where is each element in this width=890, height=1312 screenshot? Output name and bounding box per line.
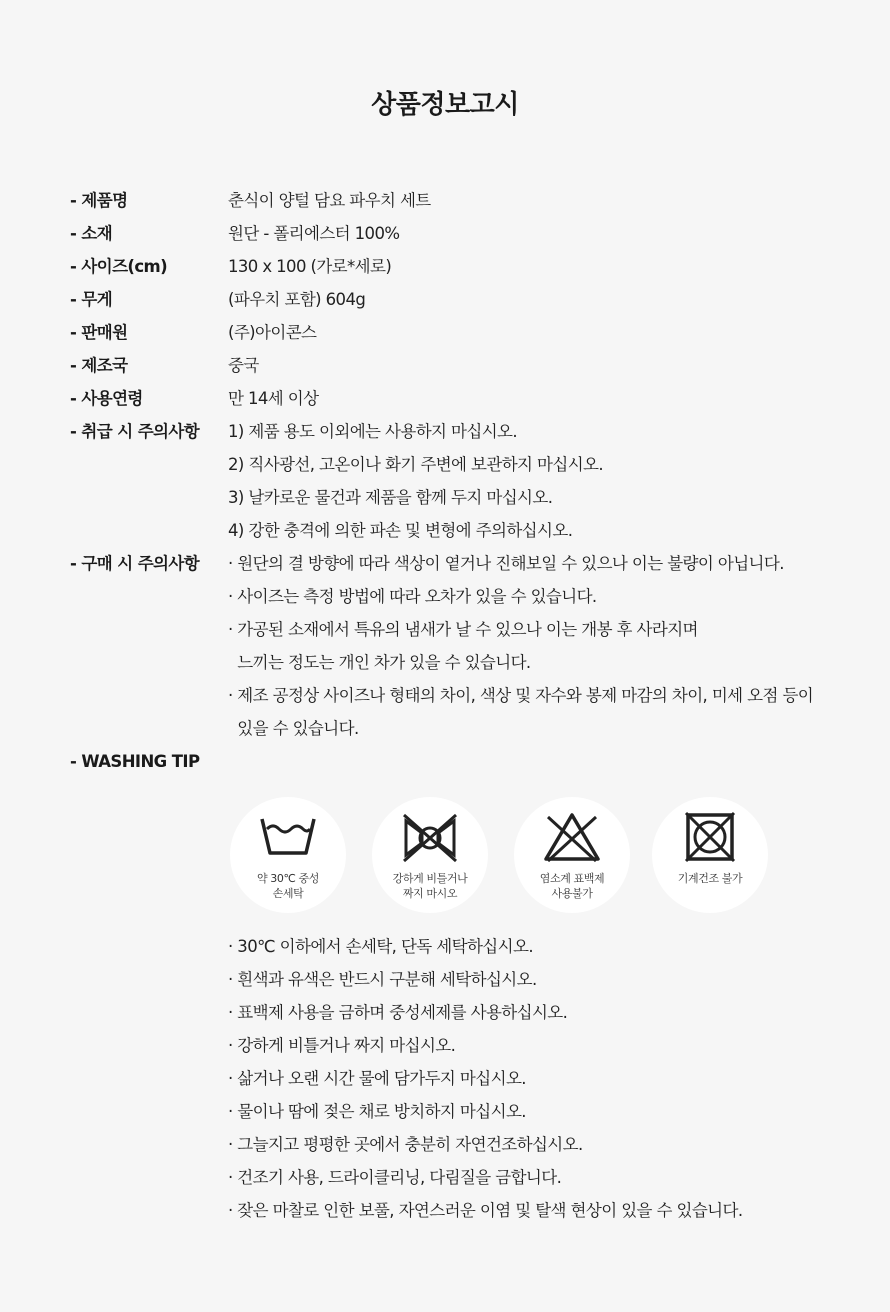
spec-label: - WASHING TIP xyxy=(70,752,200,771)
spec-label: - 제품명 xyxy=(70,191,128,210)
spec-values xyxy=(228,184,860,217)
washing-tip: · 표백제 사용을 금하며 중성세제를 사용하십시오. xyxy=(228,1003,568,1022)
spec-row xyxy=(70,250,860,283)
spec-values xyxy=(228,250,860,283)
spec-value: · 사이즈는 측정 방법에 따라 오차가 있을 수 있습니다. xyxy=(228,587,597,606)
spec-label: - 구매 시 주의사항 xyxy=(70,554,200,573)
care-caption: 기계건조 불가 xyxy=(677,872,743,885)
spec-value: · 원단의 결 방향에 따라 색상이 옅거나 진해보일 수 있으나 이는 불량이 아닙니다. xyxy=(228,554,784,573)
spec-values xyxy=(228,547,860,745)
care-caption: 약 30℃ 중성 xyxy=(256,872,320,885)
care-icon-item xyxy=(372,797,488,913)
spec-row xyxy=(70,349,860,382)
washing-tip: · 물이나 땀에 젖은 채로 방치하지 마십시오. xyxy=(228,1102,526,1121)
spec-value: 느끼는 정도는 개인 차가 있을 수 있습니다. xyxy=(228,653,531,672)
spec-value: 원단 - 폴리에스터 100% xyxy=(228,224,400,243)
hand-wash-30-icon xyxy=(258,811,318,861)
care-icon-item xyxy=(230,797,346,913)
spec-values xyxy=(228,283,860,316)
care-caption: 염소계 표백제 xyxy=(539,872,605,885)
spec-value: (주)아이콘스 xyxy=(228,323,317,342)
spec-values xyxy=(228,217,860,250)
care-caption: 손세탁 xyxy=(272,887,304,900)
no-bleach-icon xyxy=(542,811,602,865)
spec-label: - 취급 시 주의사항 xyxy=(70,422,200,441)
page-title: 상품정보고시 xyxy=(371,90,519,120)
spec-row xyxy=(70,217,860,250)
washing-tips-list xyxy=(228,930,868,1227)
spec-value: 중국 xyxy=(228,356,259,375)
spec-value: 만 14세 이상 xyxy=(228,389,319,408)
washing-tip: · 30℃ 이하에서 손세탁, 단독 세탁하십시오. xyxy=(228,937,533,956)
care-icon-item xyxy=(514,797,630,913)
spec-value: 3) 날카로운 물건과 제품을 함께 두지 마십시오. xyxy=(228,488,553,507)
spec-value: 130 x 100 (가로*세로) xyxy=(228,257,392,276)
spec-label: - 사이즈(cm) xyxy=(70,257,168,276)
spec-value: 있을 수 있습니다. xyxy=(228,719,359,738)
spec-values xyxy=(228,415,860,547)
spec-values xyxy=(228,349,860,382)
spec-row xyxy=(70,745,860,778)
spec-row xyxy=(70,184,860,217)
care-caption: 강하게 비틀거나 xyxy=(392,872,468,885)
spec-row xyxy=(70,547,860,745)
spec-row xyxy=(70,283,860,316)
spec-label: - 소재 xyxy=(70,224,113,243)
spec-value: · 제조 공정상 사이즈나 형태의 차이, 색상 및 자수와 봉제 마감의 차이, 미세 오점 등이 xyxy=(228,686,814,705)
spec-label: - 판매원 xyxy=(70,323,128,342)
spec-value: 춘식이 양털 담요 파우치 세트 xyxy=(228,191,431,210)
spec-values xyxy=(228,316,860,349)
product-info-table xyxy=(70,184,860,778)
spec-value: (파우치 포함) 604g xyxy=(228,290,366,309)
spec-label: - 제조국 xyxy=(70,356,128,375)
spec-label: - 사용연령 xyxy=(70,389,143,408)
spec-value: 1) 제품 용도 이외에는 사용하지 마십시오. xyxy=(228,422,518,441)
washing-tip: · 흰색과 유색은 반드시 구분해 세탁하십시오. xyxy=(228,970,537,989)
no-wring-icon xyxy=(400,811,460,865)
care-icons-row xyxy=(0,797,890,915)
washing-tip: · 삶거나 오랜 시간 물에 담가두지 마십시오. xyxy=(228,1069,526,1088)
spec-label: - 무게 xyxy=(70,290,113,309)
spec-value: · 가공된 소재에서 특유의 냄새가 날 수 있으나 이는 개봉 후 사라지며 xyxy=(228,620,698,639)
washing-tip: · 강하게 비틀거나 짜지 마십시오. xyxy=(228,1036,456,1055)
washing-tip: · 잦은 마찰로 인한 보풀, 자연스러운 이염 및 탈색 현상이 있을 수 있습니다. xyxy=(228,1201,743,1220)
washing-tip: · 건조기 사용, 드라이클리닝, 다림질을 금합니다. xyxy=(228,1168,562,1187)
spec-row xyxy=(70,316,860,349)
spec-values xyxy=(228,745,860,778)
spec-row xyxy=(70,382,860,415)
care-caption: 사용불가 xyxy=(551,887,593,900)
spec-row xyxy=(70,415,860,547)
spec-value: 4) 강한 충격에 의한 파손 및 변형에 주의하십시오. xyxy=(228,521,573,540)
no-tumble-dry-icon xyxy=(680,811,740,865)
spec-value: 2) 직사광선, 고온이나 화기 주변에 보관하지 마십시오. xyxy=(228,455,604,474)
spec-values xyxy=(228,382,860,415)
washing-tip: · 그늘지고 평평한 곳에서 충분히 자연건조하십시오. xyxy=(228,1135,583,1154)
care-icon-item xyxy=(652,797,768,913)
care-caption: 짜지 마시오 xyxy=(402,887,458,900)
